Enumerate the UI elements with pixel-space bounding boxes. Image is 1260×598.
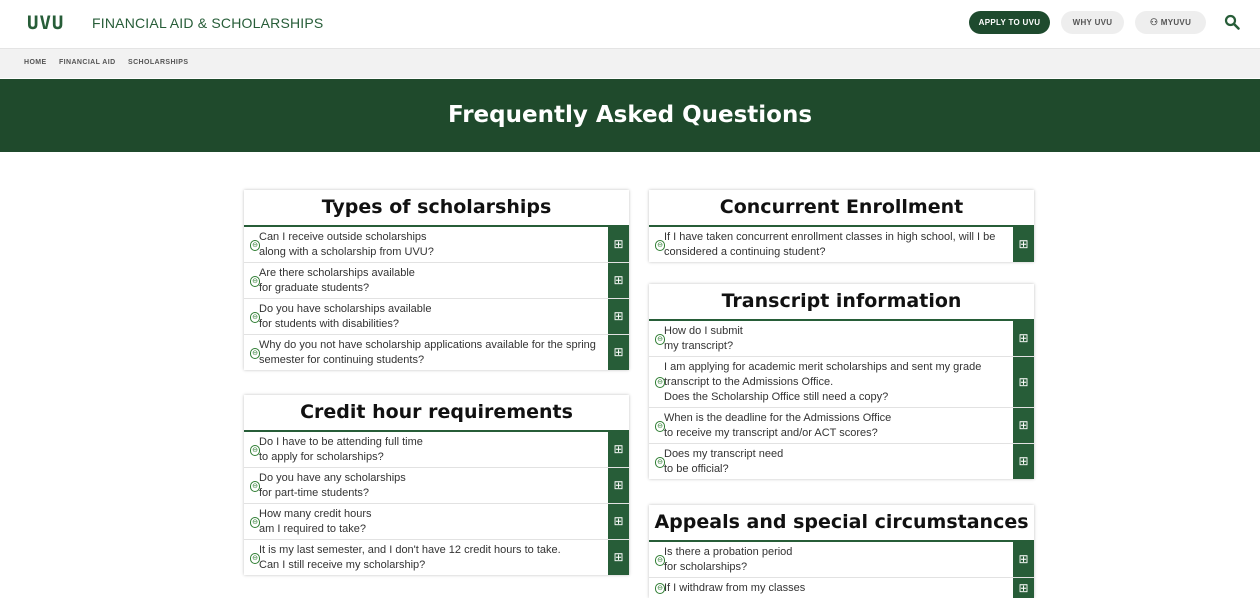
myuvu-label: MYUVU <box>1160 18 1192 27</box>
users-icon: ⚇ <box>1149 17 1159 27</box>
expand-toggle-button[interactable] <box>1013 444 1034 479</box>
apply-button[interactable]: APPLY TO UVU <box>969 11 1050 34</box>
minus-circle-icon: ⊖ <box>250 445 260 456</box>
faq-section-types <box>244 190 629 370</box>
faq-question: Do you have scholarships available for students with disabilities? <box>259 303 432 330</box>
top-header <box>0 0 1260 49</box>
expand-toggle-button[interactable] <box>608 432 629 467</box>
breadcrumb-financial-aid[interactable]: FINANCIAL AID <box>59 59 116 66</box>
faq-question: Are there scholarships available for graduate students? <box>259 267 415 294</box>
faq-section-credit-hours <box>244 395 629 575</box>
page-title: Frequently Asked Questions <box>447 102 813 128</box>
myuvu-button[interactable] <box>1135 11 1206 34</box>
expand-toggle-button[interactable] <box>1013 408 1034 443</box>
faq-item[interactable] <box>244 299 629 335</box>
faq-question: Do you have any scholarships for part-time students? <box>259 472 406 499</box>
minus-circle-icon: ⊖ <box>250 517 260 528</box>
expand-toggle-button[interactable] <box>1013 357 1034 407</box>
minus-circle-icon: ⊖ <box>655 457 665 468</box>
expand-toggle-button[interactable] <box>608 468 629 503</box>
section-title: Types of scholarships <box>244 190 629 227</box>
plus-square-icon: ⊞ <box>1018 454 1029 468</box>
faq-item[interactable] <box>649 542 1034 578</box>
expand-toggle-button[interactable] <box>608 540 629 575</box>
plus-square-icon: ⊞ <box>1018 374 1029 389</box>
plus-square-icon: ⊞ <box>613 273 624 287</box>
faq-question: How many credit hours am I required to take? <box>259 508 372 535</box>
faq-section-appeals <box>649 505 1034 598</box>
plus-square-icon: ⊞ <box>613 550 624 564</box>
minus-circle-icon: ⊖ <box>250 240 260 251</box>
plus-square-icon: ⊞ <box>613 514 624 528</box>
minus-circle-icon: ⊖ <box>655 334 665 345</box>
faq-item[interactable] <box>244 335 629 370</box>
faq-question: How do I submit my transcript? <box>664 325 743 352</box>
breadcrumb-scholarships[interactable]: SCHOLARSHIPS <box>128 59 189 66</box>
faq-item[interactable] <box>244 540 629 575</box>
faq-item[interactable] <box>244 227 629 263</box>
plus-square-icon: ⊞ <box>613 478 624 492</box>
plus-square-icon: ⊞ <box>1018 237 1029 251</box>
faq-question: Can I receive outside scholarships along with a scholarship from UVU? <box>259 231 434 258</box>
faq-question: Does my transcript need to be official? <box>664 448 784 475</box>
minus-circle-icon: ⊖ <box>655 421 665 432</box>
faq-question: Do I have to be attending full time to apply for scholarships? <box>259 436 423 463</box>
section-title: Concurrent Enrollment <box>649 190 1034 227</box>
breadcrumb-home[interactable]: HOME <box>24 59 47 66</box>
faq-item[interactable] <box>244 263 629 299</box>
faq-section-transcript <box>649 284 1034 479</box>
minus-circle-icon: ⊖ <box>250 348 260 359</box>
faq-item[interactable] <box>649 444 1034 479</box>
minus-circle-icon: ⊖ <box>250 481 260 492</box>
plus-square-icon: ⊞ <box>613 237 624 251</box>
plus-square-icon: ⊞ <box>1018 418 1029 432</box>
search-icon[interactable] <box>1224 14 1240 30</box>
faq-item[interactable] <box>244 432 629 468</box>
section-title: Credit hour requirements <box>244 395 629 432</box>
faq-question: When is the deadline for the Admissions Office to receive my transcript and/or ACT scores? <box>664 412 892 439</box>
faq-question: Why do you not have scholarship applications available for the spring semester for continuing students? <box>259 339 596 366</box>
expand-toggle-button[interactable] <box>608 504 629 539</box>
faq-item[interactable] <box>649 227 1034 262</box>
section-title: Transcript information <box>649 284 1034 321</box>
faq-item[interactable] <box>649 578 1034 598</box>
faq-question: If I have taken concurrent enrollment classes in high school, will I be considered a continuing student? <box>664 231 996 258</box>
minus-circle-icon: ⊖ <box>250 553 260 564</box>
faq-item[interactable] <box>649 321 1034 357</box>
plus-square-icon: ⊞ <box>1018 552 1029 566</box>
minus-circle-icon: ⊖ <box>655 555 665 566</box>
minus-circle-icon: ⊖ <box>655 583 665 594</box>
expand-toggle-button[interactable] <box>608 263 629 298</box>
expand-toggle-button[interactable] <box>608 227 629 262</box>
expand-toggle-button[interactable] <box>1013 227 1034 262</box>
minus-circle-icon: ⊖ <box>250 312 260 323</box>
why-uvu-button[interactable]: WHY UVU <box>1061 11 1124 34</box>
faq-item[interactable] <box>649 408 1034 444</box>
page-banner <box>0 79 1260 152</box>
faq-question: Is there a probation period for scholarships? <box>664 546 793 573</box>
minus-circle-icon: ⊖ <box>250 276 260 287</box>
expand-toggle-button[interactable] <box>1013 542 1034 577</box>
faq-item[interactable] <box>244 468 629 504</box>
breadcrumb <box>0 49 1260 78</box>
expand-toggle-button[interactable] <box>608 335 629 370</box>
faq-question: If I withdraw from my classes <box>664 582 806 594</box>
minus-circle-icon: ⊖ <box>655 377 665 388</box>
faq-item[interactable] <box>649 357 1034 408</box>
plus-square-icon: ⊞ <box>613 309 624 323</box>
plus-square-icon: ⊞ <box>1018 580 1029 595</box>
plus-square-icon: ⊞ <box>613 345 624 359</box>
uvu-logo[interactable]: UVU <box>27 12 65 34</box>
expand-toggle-button[interactable] <box>1013 578 1034 598</box>
section-title: Appeals and special circumstances <box>649 505 1034 542</box>
faq-section-concurrent-enrollment <box>649 190 1034 262</box>
plus-square-icon: ⊞ <box>613 442 624 456</box>
faq-item[interactable] <box>244 504 629 540</box>
minus-circle-icon: ⊖ <box>655 240 665 251</box>
expand-toggle-button[interactable] <box>608 299 629 334</box>
expand-toggle-button[interactable] <box>1013 321 1034 356</box>
site-title[interactable]: FINANCIAL AID & SCHOLARSHIPS <box>92 15 324 31</box>
faq-question: I am applying for academic merit scholarships and sent my grade transcript to the Admissions Office. Does the Scholarship Office still need a copy? <box>664 361 982 403</box>
faq-question: It is my last semester, and I don't have 12 credit hours to take. Can I still receive my scholarship? <box>259 544 561 571</box>
plus-square-icon: ⊞ <box>1018 331 1029 345</box>
